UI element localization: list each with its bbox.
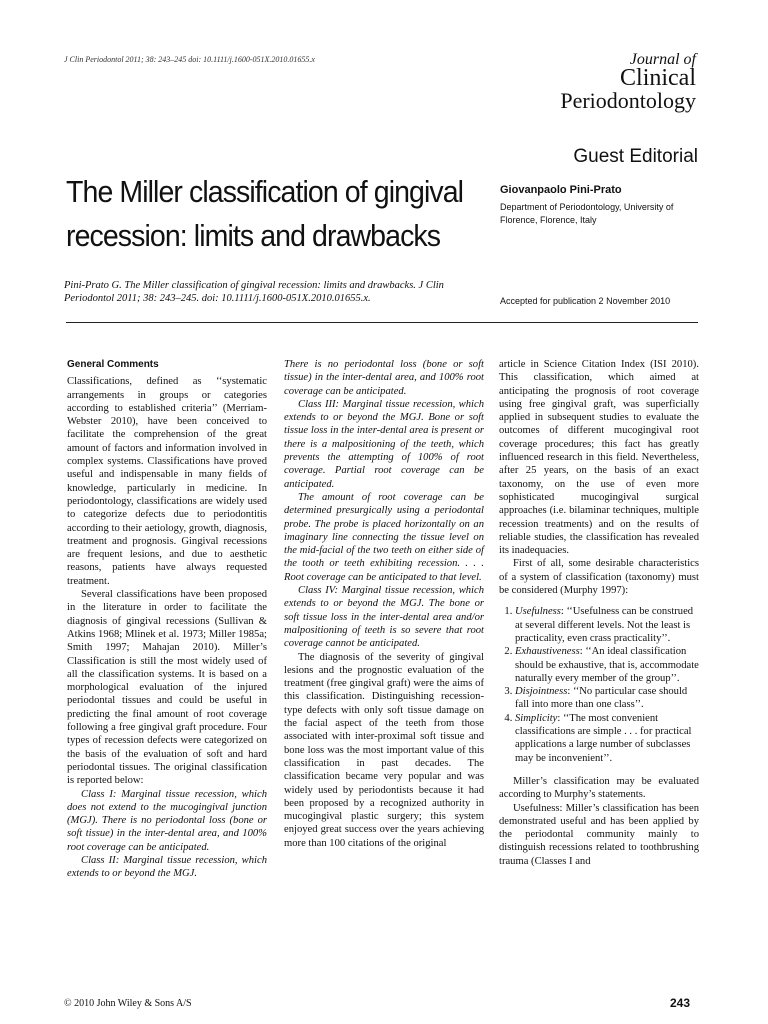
paragraph: article in Science Citation Index (ISI 2010). This classification, which aimed at anticipating the prognosis of root coverage using free gingival graft, was superficially applied in subsequent studies to evaluate the outcomes of different mucogingival root coverage procedures; this fact has greatly influenced research in this field. Nevertheless, after 25 years, on the basis of an exact taxonomy, on the use of even more sophisticated mucogingival surgical approaches (i.e. bilaminar techniques, multiple recession treatments) and on the results of reliable studies, the classification has revealed its inadequacies. (499, 359, 699, 557)
journal-logo (560, 52, 696, 112)
copyright: © 2010 John Wiley & Sons A/S (64, 998, 192, 1009)
header-divider (66, 322, 698, 323)
paragraph: The diagnosis of the severity of gingival lesions and the prognostic evaluation of the treatment (free gingival graft) were the aims of this classification. Distinguishing recession-type defects with only soft tissue damage on the facial aspect of the teeth from those associated with inter-proximal soft tissue and bone loss was the most important value of this classification in past decades. The classification became very popular and was widely used by periodontists because it had been proposed by a recognized authority in mucogingival plastic surgery; this system enjoyed great success over the years achieving more than 100 citations of the original (284, 651, 484, 849)
section-label: Guest Editorial (573, 146, 698, 167)
paragraph: There is no periodontal loss (bone or soft tissue) in the inter-dental area, and 100% root coverage can be anticipated. (284, 359, 484, 397)
list-item: 4. Simplicity: ‘‘The most convenient classifications are simple . . . for practical applications a large number of subclasses may be inconvenient’’. (515, 712, 699, 765)
author-name: Giovanpaolo Pini-Prato (500, 184, 622, 196)
paragraph: Class IV: Marginal tissue recession, which extends to or beyond the MGJ. The bone or soft tissue loss in the inter-dental area and/or malpositioning of teeth is so severe that root coverage cannot be anticipated. (284, 585, 484, 650)
column-1 (67, 358, 267, 881)
list-item: 2. Exhaustiveness: ‘‘An ideal classification should be exhaustive, that is, accommodate naturally every member of the group’’. (515, 645, 699, 685)
list-item: 1. Usefulness: ‘‘Usefulness can be construed at several different levels. Not the least is practicality, even crass practicality’’. (515, 605, 699, 645)
journal-logo-line1: Journal of (629, 51, 696, 68)
paragraph: Class II: Marginal tissue recession, which extends to or beyond the MGJ. (67, 854, 267, 880)
author-affiliation: Department of Periodontology, University of Florence, Florence, Italy (500, 202, 674, 225)
journal-logo-line2: Clinical (620, 65, 696, 91)
criteria-list (499, 605, 699, 765)
article-title: The Miller classification of gingival recession: limits and drawbacks (66, 174, 464, 253)
citation-line: J Clin Periodontol 2011; 38: 243–245 doi: 10.1111/j.1600-051X.2010.01655.x (64, 55, 315, 64)
page-number: 243 (670, 996, 691, 1010)
paragraph: Miller’s classification may be evaluated according to Murphy’s statements. (499, 775, 699, 801)
article-reference: Pini-Prato G. The Miller classification of gingival recession: limits and drawbacks. J Clin Periodontol 2011; 38: 243–245. doi: 10.1111/j.1600-051X.2010.01655.x. (64, 280, 444, 304)
column-2 (284, 358, 484, 850)
paragraph: Usefulness: Miller’s classification has been demonstrated useful and has been applied by the periodontal community mainly to distinguish recessions related to toothbrushing trauma (Classes I and (499, 802, 699, 867)
paragraph: Class I: Marginal tissue recession, which does not extend to the mucogingival junction (MGJ). There is no periodontal loss (bone or soft tissue) in the inter-dental area, and 100% root coverage can be anticipated. (67, 788, 267, 853)
journal-logo-line3: Periodontology (560, 88, 696, 113)
section-heading: General Comments (67, 359, 159, 370)
paragraph: Classifications, defined as ‘‘systematic arrangements in groups or categories according to established criteria’’ (Merriam-Webster 2010), have been conceived to facilitate the comprehension of the great amount of factors and information involved in complex systems. Classifications have proved useful and indispensable in many fields of knowledge, particularly in medicine. In periodontology, classifications are widely used to categorize defects due to periodontitis according to their aetiology, growth, diagnosis, treatment and prognosis. Gingival recessions are frequent lesions, and due to aesthetic reasons, patients have always requested treatment. (67, 376, 267, 587)
paragraph: Class III: Marginal tissue recession, which extends to or beyond the MGJ. Bone or soft tissue loss in the inter-dental area is present or there is a malpositioning of the teeth, which prevents the attempting of 100% of root coverage. Partial root coverage can be anticipated. (284, 398, 484, 490)
column-3 (499, 358, 699, 868)
list-item: 3. Disjointness: ‘‘No particular case should fall into more than one class’’. (515, 685, 699, 712)
accepted-date: Accepted for publication 2 November 2010 (500, 296, 671, 306)
paragraph: Several classifications have been proposed in the literature in order to facilitate the diagnosis of gingival recessions (Sullivan & Atkins 1968; Mlinek et al. 1973; Miller 1985a; Smith 1997; Mahajan 2010). Miller’s Classification is still the most widely used of all the classification systems. It is based on a morphological evaluation of the injured periodontal tissues and could be useful in predicting the final amount of root coverage following a free gingival graft procedure. Four types of recession defects were categorized on the basis of the evaluation of soft and hard periodontal tissues. The original classification is reported below: (67, 589, 267, 787)
paragraph: The amount of root coverage can be determined presurgically using a periodontal probe. The probe is placed horizontally on an imaginary line connecting the tissue level on the mid-facial of the two teeth on either side of the tooth or teeth exhibiting recession. . . . Root coverage can be anticipated to that level. (284, 491, 484, 583)
paragraph: First of all, some desirable characteristics of a system of classification (taxonomy) must be considered (Murphy 1997): (499, 558, 699, 597)
